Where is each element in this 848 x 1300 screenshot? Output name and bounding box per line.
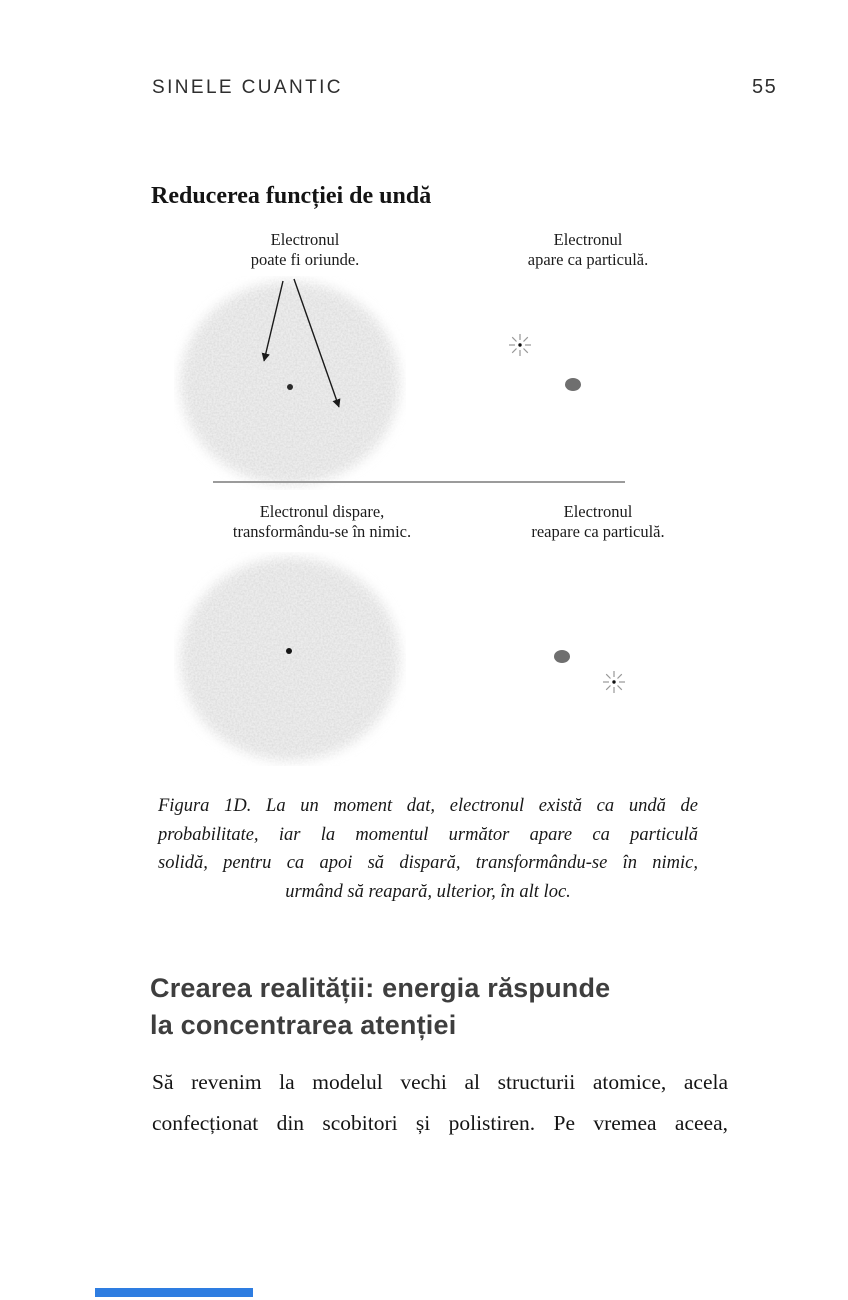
electron-dot xyxy=(286,648,292,654)
figure-caption: Figura 1D. La un moment dat, electronul există ca undă de probabilitate, iar la momentul următor apare ca particulă solidă, pentru ca apoi să dispară, transformându-se în nimic, urmând să reapară, ulterior, în alt loc. xyxy=(158,796,698,902)
electron-dot xyxy=(287,384,293,390)
chapter-heading: Reducerea funcției de undă xyxy=(151,183,432,209)
particle-dot xyxy=(554,650,570,663)
section-heading: Crearea realității: energia răspunde la concentrarea atenției xyxy=(150,973,611,1040)
starburst-icon xyxy=(507,332,533,358)
figure-divider-line xyxy=(213,481,625,483)
figure-label-wave: Electronul poate fi oriunde. xyxy=(250,230,360,269)
figure-label-particle: Electronul apare ca particulă. xyxy=(527,230,649,269)
figure-label-reappear: Electronul reapare ca particulă. xyxy=(531,502,665,541)
figure-1d xyxy=(152,230,700,770)
particle-dot xyxy=(565,378,581,391)
probability-cloud-bottom xyxy=(174,552,406,766)
figure-label-disappear: Electronul dispare, transformându-se în nimic. xyxy=(232,502,412,541)
running-title: SINELE CUANTIC xyxy=(152,77,343,98)
body-paragraph: Să revenim la modelul vechi al structurii atomice, acela confecționat din scobitori și polistiren. Pe vremea aceea, xyxy=(152,1070,728,1135)
probability-cloud-top xyxy=(174,276,406,490)
page-number: 55 xyxy=(752,76,778,98)
reading-progress-bar[interactable] xyxy=(95,1288,253,1297)
starburst-icon xyxy=(601,669,627,695)
